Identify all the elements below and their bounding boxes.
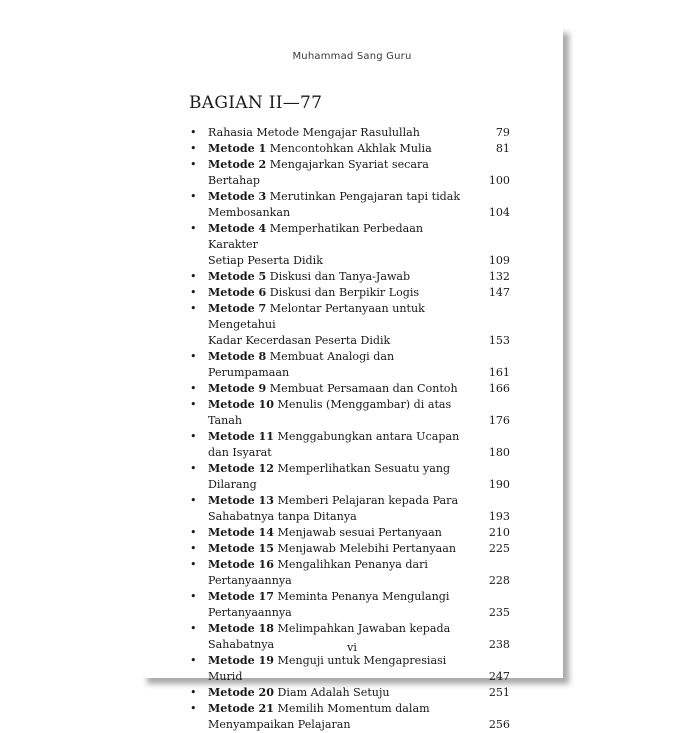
toc-entry [185, 557, 510, 589]
toc-page-number: 228 [488, 574, 510, 587]
toc-entry-title: Merutinkan Pengajaran tapi tidak Membosankan [208, 190, 461, 219]
bullet-icon: • [190, 590, 197, 603]
bullet-icon: • [190, 142, 197, 155]
toc-entry-text [208, 589, 470, 621]
toc-entry-label: Metode 18 [208, 622, 274, 635]
bullet-icon: • [190, 382, 197, 395]
toc-page-number: 190 [488, 478, 510, 491]
toc-entry-title: Menjawab Melebihi Pertanyaan [277, 542, 456, 555]
toc-entry-title: Meminta Penanya Mengulangi Pertanyaannya [208, 590, 450, 619]
toc-entry-text [208, 125, 470, 141]
toc-page-number: 81 [495, 142, 510, 155]
toc-entry-text [208, 653, 470, 685]
toc-entry [185, 189, 510, 221]
toc-entry [185, 685, 510, 701]
toc-entry-title: Memberi Pelajaran kepada Para Sahabatnya tanpa Ditanya [208, 494, 459, 523]
bullet-icon: • [190, 542, 197, 555]
toc-entry [185, 493, 510, 525]
toc-page-number: 176 [488, 414, 510, 427]
toc-entry-text [208, 349, 470, 381]
toc-page-number: 104 [488, 206, 510, 219]
bullet-icon: • [190, 350, 197, 363]
toc-entry-text [208, 301, 470, 349]
toc-entry-text [208, 685, 470, 701]
toc-entry-title: Melimpahkan Jawaban kepada Sahabatnya [208, 622, 451, 651]
toc-page-number: 79 [495, 126, 510, 139]
toc-entry [185, 269, 510, 285]
bullet-icon: • [190, 222, 197, 235]
toc-page-number: 247 [488, 670, 510, 683]
toc-entry-label: Metode 2 [208, 158, 267, 171]
bullet-icon: • [190, 430, 197, 443]
toc-entry-label: Metode 13 [208, 494, 274, 507]
toc-entry [185, 589, 510, 621]
toc-page-number: 238 [488, 638, 510, 651]
toc-page-number: 225 [488, 542, 510, 555]
toc-entry-text [208, 525, 470, 541]
toc-entry-title: Menulis (Menggambar) di atas Tanah [208, 398, 452, 427]
toc-entry-text [208, 269, 470, 285]
toc-entry [185, 525, 510, 541]
toc-entry [185, 157, 510, 189]
toc-page-number: 147 [488, 286, 510, 299]
toc-entry-label: Metode 16 [208, 558, 274, 571]
toc-entry-label: Metode 19 [208, 654, 274, 667]
toc-entry-text [208, 381, 470, 397]
toc-entry-title: Memperhatikan Perbedaan Karakter Setiap Peserta Didik [208, 222, 423, 267]
toc-entry-title: Diskusi dan Berpikir Logis [269, 286, 420, 299]
toc-entry-label: Metode 12 [208, 462, 274, 475]
bullet-icon: • [190, 654, 197, 667]
toc-entry [185, 141, 510, 157]
toc-page-number: 256 [488, 718, 510, 731]
toc-page-number: 132 [488, 270, 510, 283]
bullet-icon: • [190, 158, 197, 171]
toc-entry-label: Metode 21 [208, 702, 274, 715]
toc-entry-text [208, 541, 470, 557]
toc-entry-title: Memperlihatkan Sesuatu yang Dilarang [208, 462, 451, 491]
running-header: Muhammad Sang Guru [292, 51, 412, 62]
toc-page-number: 251 [488, 686, 510, 699]
toc-entry-label: Metode 1 [208, 142, 267, 155]
toc-entry-title: Mengalihkan Penanya dari Pertanyaannya [208, 558, 428, 587]
toc-entry-text [208, 429, 470, 461]
toc-entry [185, 285, 510, 301]
toc-entry-title: Menjawab sesuai Pertanyaan [277, 526, 442, 539]
page-number: vi [347, 641, 357, 654]
toc-entry-label: Metode 6 [208, 286, 267, 299]
toc-page-number: 100 [488, 174, 510, 187]
bullet-icon: • [190, 302, 197, 315]
toc-entry-label: Metode 8 [208, 350, 267, 363]
toc-entry-title: Membuat Persamaan dan Contoh [269, 382, 458, 395]
toc-entry-text [208, 157, 470, 189]
section-title: BAGIAN II—77 [189, 93, 323, 113]
toc-entry-label: Metode 14 [208, 526, 274, 539]
toc-entry-text [208, 285, 470, 301]
toc-entry-title: Diskusi dan Tanya-Jawab [269, 270, 411, 283]
toc-entry-label: Metode 17 [208, 590, 274, 603]
bullet-icon: • [190, 126, 197, 139]
bullet-icon: • [190, 686, 197, 699]
toc-entry-text [208, 141, 470, 157]
bullet-icon: • [190, 286, 197, 299]
toc-entry-title: Mencontohkan Akhlak Mulia [269, 142, 432, 155]
toc-entry-title: Diam Adalah Setuju [277, 686, 390, 699]
toc-page-number: 193 [488, 510, 510, 523]
toc-entry-label: Metode 20 [208, 686, 274, 699]
toc-entry-text [208, 461, 470, 493]
toc-entry-title: Membuat Analogi dan Perumpamaan [208, 350, 395, 379]
toc-entry-title: Melontar Pertanyaan untuk Mengetahui Kadar Kecerdasan Peserta Didik [208, 302, 425, 347]
toc-entry-label: Metode 7 [208, 302, 267, 315]
toc-entry-title: Mengajarkan Syariat secara Bertahap [208, 158, 429, 187]
toc-entry-text [208, 221, 470, 269]
toc-entry-label: Metode 4 [208, 222, 267, 235]
bullet-icon: • [190, 494, 197, 507]
toc-entry-text [208, 397, 470, 429]
toc-entry [185, 381, 510, 397]
book-page [141, 27, 563, 731]
bullet-icon: • [190, 190, 197, 203]
toc-entry-label: Metode 9 [208, 382, 267, 395]
toc-entry-title: Rahasia Metode Mengajar Rasulullah [208, 126, 420, 139]
toc-entry [185, 653, 510, 685]
toc-page-number: 235 [488, 606, 510, 619]
toc-entry [185, 541, 510, 557]
toc-page-number: 180 [488, 446, 510, 459]
toc-entry [185, 349, 510, 381]
toc-page-number: 161 [488, 366, 510, 379]
bullet-icon: • [190, 270, 197, 283]
bullet-icon: • [190, 526, 197, 539]
toc-entry [185, 461, 510, 493]
bullet-icon: • [190, 398, 197, 411]
toc-entry-title: Menggabungkan antara Ucapan dan Isyarat [208, 430, 460, 459]
toc-entry-text [208, 701, 470, 733]
toc-entry-title: Memilih Momentum dalam Menyampaikan Pelajaran [208, 702, 430, 731]
toc-entry [185, 701, 510, 733]
bullet-icon: • [190, 462, 197, 475]
toc-entry [185, 125, 510, 141]
toc-entry-label: Metode 5 [208, 270, 267, 283]
toc-entry-label: Metode 3 [208, 190, 267, 203]
toc-page-number: 210 [488, 526, 510, 539]
toc-entry-text [208, 557, 470, 589]
toc-entry [185, 301, 510, 349]
toc-entry-label: Metode 11 [208, 430, 274, 443]
toc-page-number: 166 [488, 382, 510, 395]
bullet-icon: • [190, 558, 197, 571]
toc-entry [185, 429, 510, 461]
bullet-icon: • [190, 622, 197, 635]
toc-entry-title: Menguji untuk Mengapresiasi Murid [208, 654, 447, 683]
toc-entry-label: Metode 10 [208, 398, 274, 411]
bullet-icon: • [190, 702, 197, 715]
toc-entry-label: Metode 15 [208, 542, 274, 555]
toc-entry-text [208, 189, 470, 221]
toc-page-number: 109 [488, 254, 510, 267]
toc-entry [185, 397, 510, 429]
toc-page-number: 153 [488, 334, 510, 347]
toc-entry-text [208, 493, 470, 525]
toc-entry [185, 221, 510, 269]
